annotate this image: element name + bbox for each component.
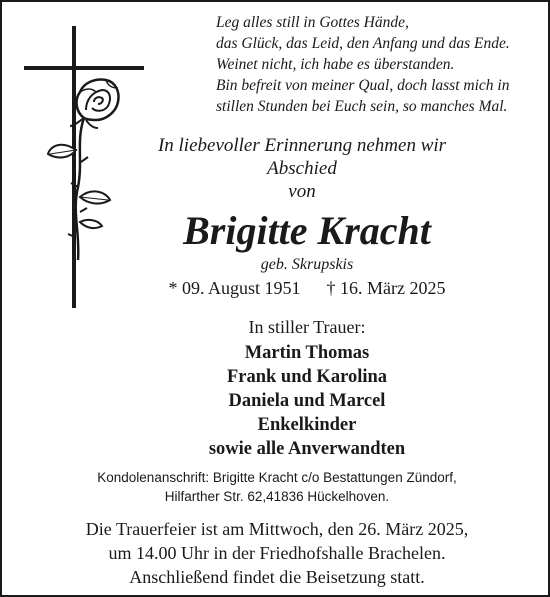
mourner-name: Enkelkinder — [257, 415, 357, 435]
funeral-service-info — [42, 517, 512, 589]
condolence-address — [42, 468, 512, 506]
poem-line: stillen Stunden bei Euch sein, so manches Mal. — [216, 98, 508, 115]
intro-line: von — [288, 181, 316, 202]
condolence-line: Kondolenanschrift: Brigitte Kracht c/o Bestattungen Zündorf, — [97, 470, 457, 485]
intro-line: Abschied — [267, 158, 337, 179]
birth-date: * 09. August 1951 — [168, 278, 301, 298]
deceased-name: Brigitte Kracht — [183, 208, 431, 253]
intro-line: In liebevoller Erinnerung nehmen wir — [157, 135, 447, 156]
service-line: Die Trauerfeier ist am Mittwoch, den 26. März 2025, — [85, 519, 469, 539]
poem-line: das Glück, das Leid, den Anfang und das Ende. — [216, 35, 510, 52]
poem-line: Weinet nicht, ich habe es überstanden. — [216, 56, 455, 73]
life-dates — [102, 276, 512, 300]
condolence-line: Hilfarther Str. 62,41836 Hückelhoven. — [164, 489, 390, 504]
intro-text — [132, 134, 472, 203]
mourning-heading: In stiller Trauer: — [248, 317, 366, 337]
service-line: Anschließend findet die Beisetzung statt. — [129, 567, 425, 587]
mourner-name: Martin Thomas — [244, 343, 370, 363]
mourner-name: Frank und Karolina — [226, 367, 388, 387]
poem-line: Bin befreit von meiner Qual, doch lasst mich in — [216, 77, 510, 94]
death-date: † 16. März 2025 — [326, 278, 446, 298]
poem — [216, 12, 542, 117]
service-line: um 14.00 Uhr in der Friedhofshalle Brachelen. — [108, 543, 446, 563]
maiden-name: geb. Skrupskis — [260, 256, 354, 273]
mourner-name: sowie alle Anverwandten — [208, 439, 406, 459]
mourners-list — [102, 341, 512, 461]
mourner-name: Daniela und Marcel — [228, 391, 386, 411]
poem-line: Leg alles still in Gottes Hände, — [216, 14, 409, 31]
